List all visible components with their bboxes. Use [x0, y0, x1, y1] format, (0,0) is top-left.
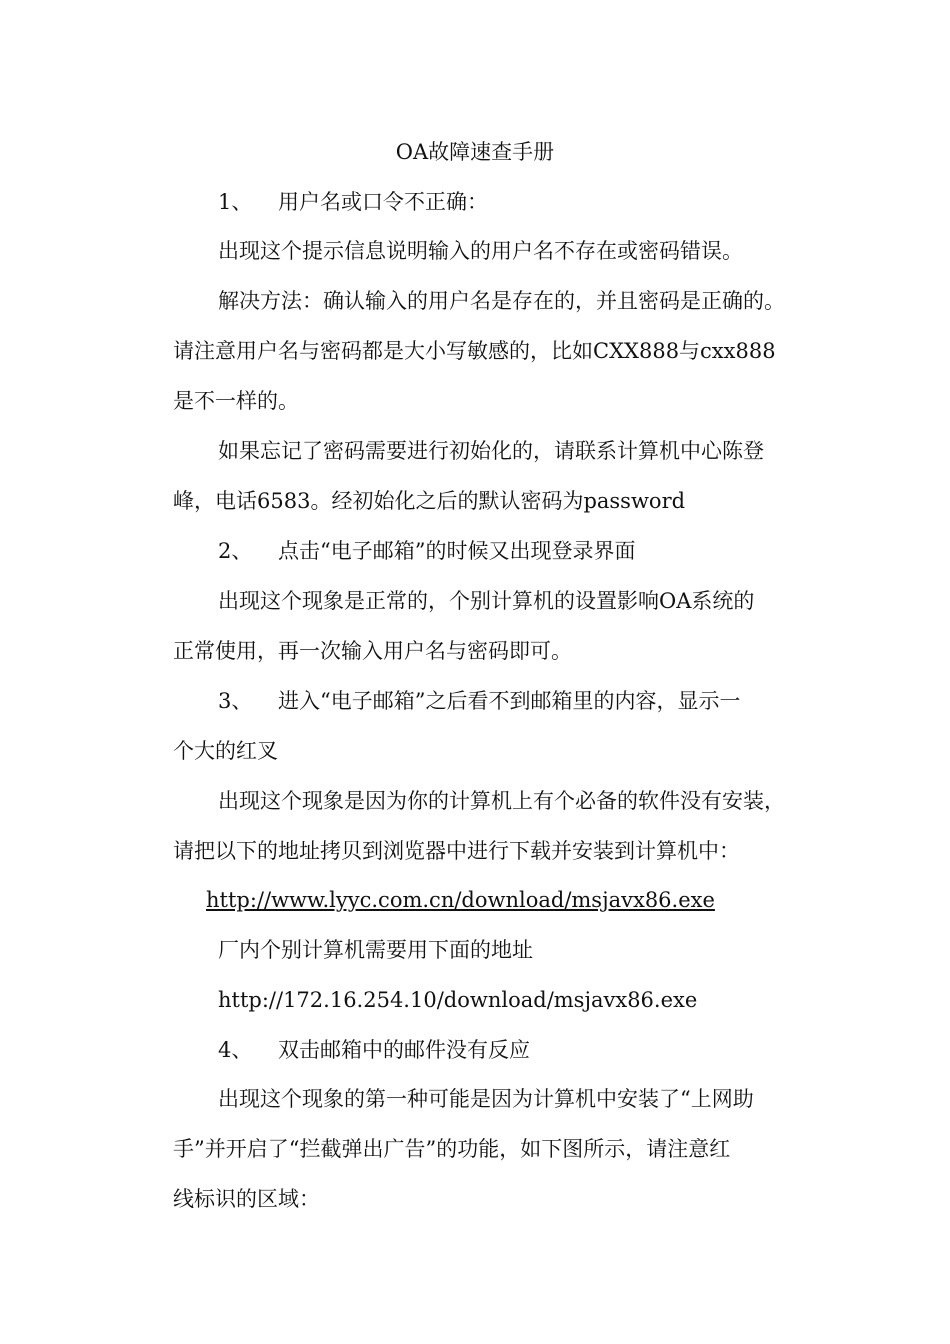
- section-4-number: 4、: [218, 1038, 253, 1062]
- paragraph-line: 出现这个现象是正常的，个别计算机的设置影响OA系统的: [218, 589, 755, 613]
- section-3-heading: 进入“电子邮箱”之后看不到邮箱里的内容，显示一: [278, 689, 741, 713]
- download-link[interactable]: http://www.lyyc.com.cn/download/msjavx86.exe: [206, 888, 715, 912]
- paragraph-line: 请注意用户名与密码都是大小写敏感的，比如CXX888与cxx888: [173, 339, 776, 363]
- alt-url-line: http://172.16.254.10/download/msjavx86.exe: [218, 988, 698, 1012]
- paragraph-line: 如果忘记了密码需要进行初始化的，请联系计算机中心陈登: [218, 439, 764, 463]
- paragraph-line: 线标识的区域：: [173, 1187, 320, 1211]
- document-title: OA故障速查手册: [395, 140, 555, 164]
- paragraph-line: 解决方法：确认输入的用户名是存在的，并且密码是正确的。: [218, 289, 785, 313]
- paragraph-line: 出现这个现象是因为你的计算机上有个必备的软件没有安装，: [218, 789, 785, 813]
- paragraph-line: 出现这个提示信息说明输入的用户名不存在或密码错误。: [218, 239, 743, 263]
- paragraph-line: 是不一样的。: [173, 389, 299, 413]
- paragraph-line: 峰，电话6583。经初始化之后的默认密码为password: [173, 489, 686, 513]
- section-3-number: 3、: [218, 689, 253, 713]
- section-1-heading: 用户名或口令不正确：: [278, 190, 488, 214]
- section-2-heading: 点击“电子邮箱”的时候又出现登录界面: [278, 539, 636, 563]
- paragraph-line: 请把以下的地址拷贝到浏览器中进行下载并安装到计算机中：: [173, 839, 740, 863]
- note-line: 厂内个别计算机需要用下面的地址: [218, 938, 533, 962]
- section-4-heading: 双击邮箱中的邮件没有反应: [278, 1038, 530, 1062]
- section-2-number: 2、: [218, 539, 253, 563]
- paragraph-line: 手”并开启了“拦截弹出广告”的功能，如下图所示，请注意红: [173, 1137, 731, 1161]
- section-1-number: 1、: [218, 190, 253, 214]
- section-3-heading-cont: 个大的红叉: [173, 739, 278, 763]
- paragraph-line: 正常使用，再一次输入用户名与密码即可。: [173, 639, 572, 663]
- paragraph-line: 出现这个现象的第一种可能是因为计算机中安装了“上网助: [218, 1087, 754, 1111]
